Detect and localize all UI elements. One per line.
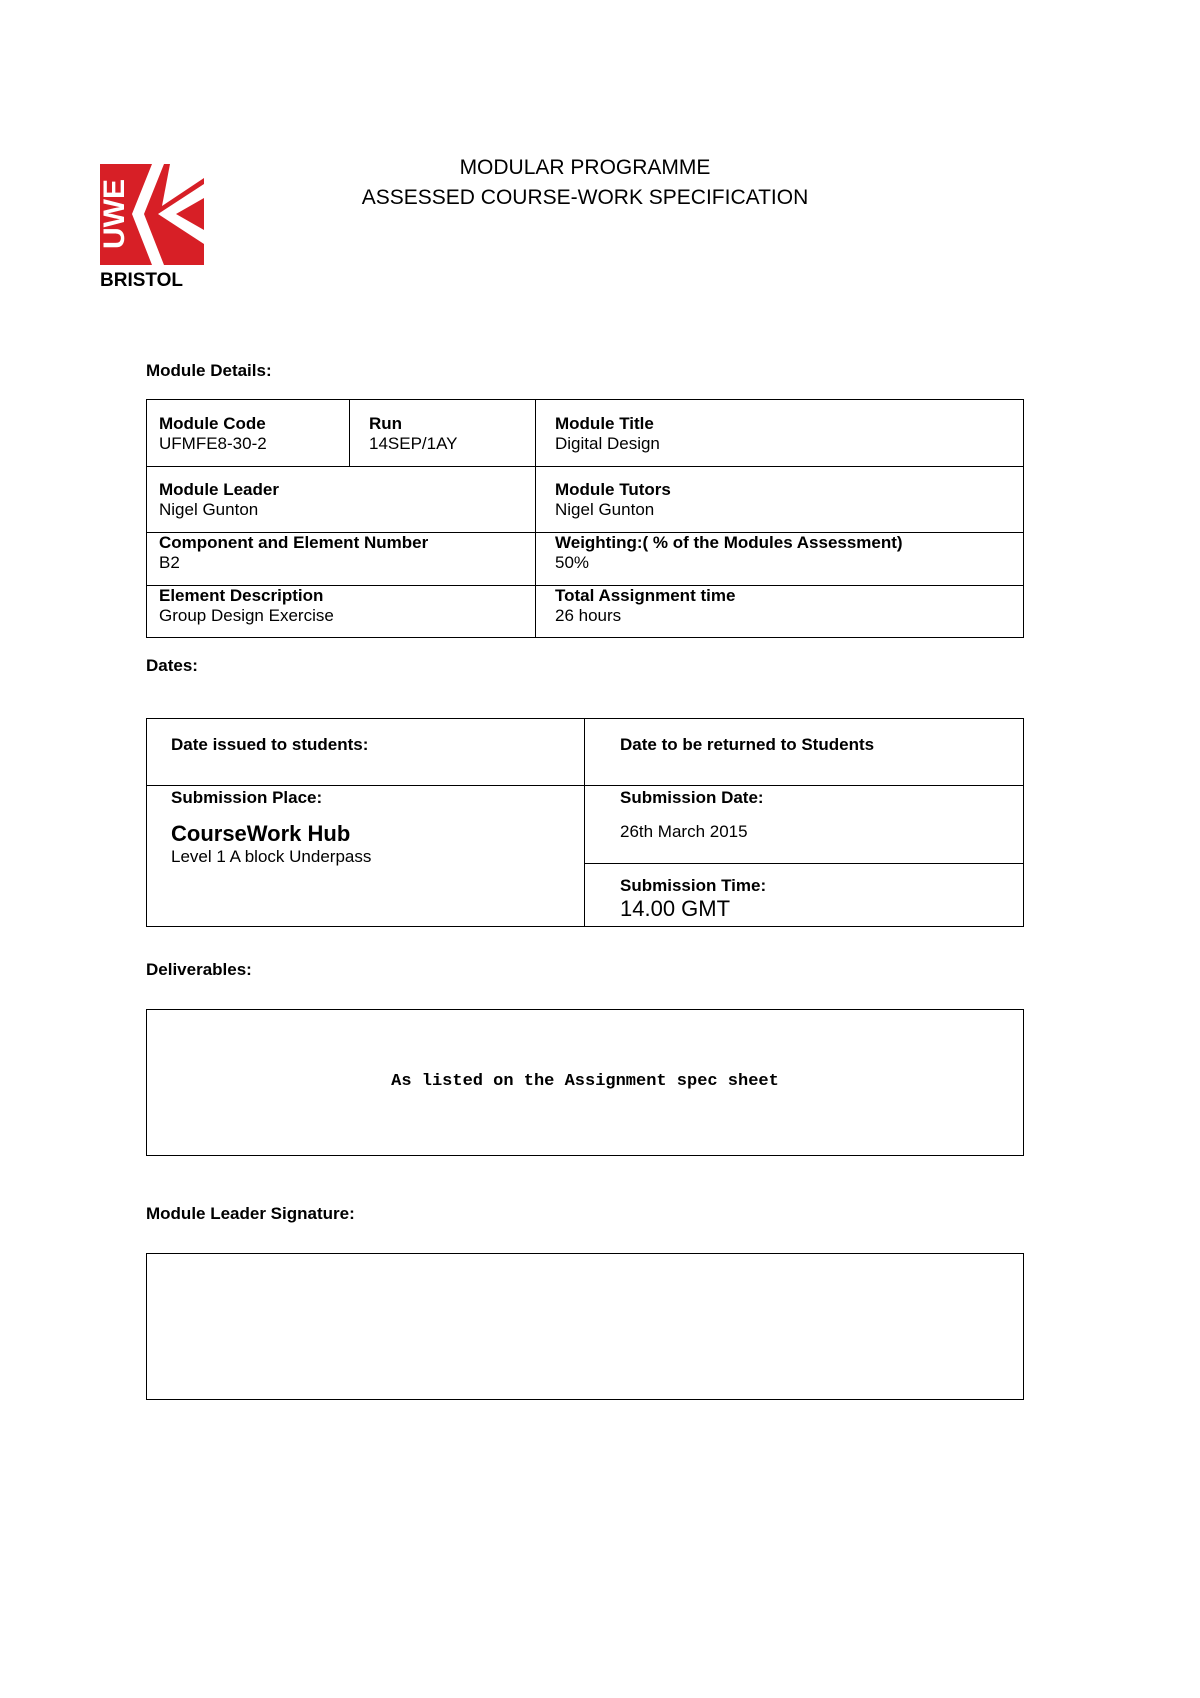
module-leader-heading: Module Leader — [159, 480, 279, 499]
run-heading: Run — [369, 414, 403, 433]
module-title-cell — [536, 400, 1024, 467]
component-cell — [147, 533, 536, 586]
module-leader-cell — [147, 467, 536, 533]
element-description-cell — [147, 586, 536, 638]
module-title-value: Digital Design — [555, 434, 660, 453]
weighting-value: 50% — [555, 553, 590, 572]
signature-box — [146, 1253, 1024, 1400]
component-heading: Component and Element Number — [159, 533, 429, 552]
module-details-label: Module Details: — [146, 361, 272, 380]
deliverables-box — [146, 1009, 1024, 1156]
deliverables-text: As listed on the Assignment spec sheet — [391, 1072, 779, 1091]
component-value: B2 — [159, 553, 180, 572]
module-tutors-heading: Module Tutors — [555, 480, 671, 499]
header-line-2: ASSESSED COURSE-WORK SPECIFICATION — [361, 186, 809, 209]
module-details-table — [146, 399, 1024, 638]
submission-date-cell — [585, 786, 1024, 864]
module-tutors-cell — [536, 467, 1024, 533]
submission-date-value: 26th March 2015 — [620, 822, 748, 841]
submission-place-cell — [147, 786, 585, 927]
dates-label: Dates: — [146, 656, 198, 675]
submission-place-sub: Level 1 A block Underpass — [171, 847, 372, 866]
dates-table — [146, 718, 1024, 927]
module-code-heading: Module Code — [159, 414, 266, 433]
run-cell — [350, 400, 536, 467]
module-tutors-value: Nigel Gunton — [555, 500, 655, 519]
run-value: 14SEP/1AY — [369, 434, 458, 453]
weighting-heading: Weighting:( % of the Modules Assessment) — [555, 533, 903, 552]
module-code-value: UFMFE8-30-2 — [159, 434, 267, 453]
logo-bristol-text: BRISTOL — [100, 270, 184, 290]
module-code-cell — [147, 400, 350, 467]
submission-time-cell — [585, 864, 1024, 927]
element-description-value: Group Design Exercise — [159, 606, 334, 625]
submission-time-value: 14.00 GMT — [620, 896, 731, 921]
date-returned-cell — [585, 719, 1024, 786]
element-description-heading: Element Description — [159, 586, 324, 605]
assignment-time-cell — [536, 586, 1024, 638]
header-line-1: MODULAR PROGRAMME — [459, 156, 711, 179]
deliverables-label: Deliverables: — [146, 960, 252, 979]
submission-place-main: CourseWork Hub — [171, 821, 351, 846]
weighting-cell — [536, 533, 1024, 586]
assignment-time-heading: Total Assignment time — [555, 586, 736, 605]
signature-label: Module Leader Signature: — [146, 1204, 355, 1223]
module-title-heading: Module Title — [555, 414, 654, 433]
logo-uwe-text: UWE — [100, 179, 131, 249]
submission-time-heading: Submission Time: — [620, 876, 767, 895]
submission-date-heading: Submission Date: — [620, 788, 764, 807]
module-leader-value: Nigel Gunton — [159, 500, 259, 519]
submission-place-heading: Submission Place: — [171, 788, 323, 807]
date-returned-heading: Date to be returned to Students — [620, 735, 875, 754]
assignment-time-value: 26 hours — [555, 606, 622, 625]
date-issued-cell — [147, 719, 585, 786]
uwe-bristol-logo — [100, 164, 204, 290]
date-issued-heading: Date issued to students: — [171, 735, 369, 754]
